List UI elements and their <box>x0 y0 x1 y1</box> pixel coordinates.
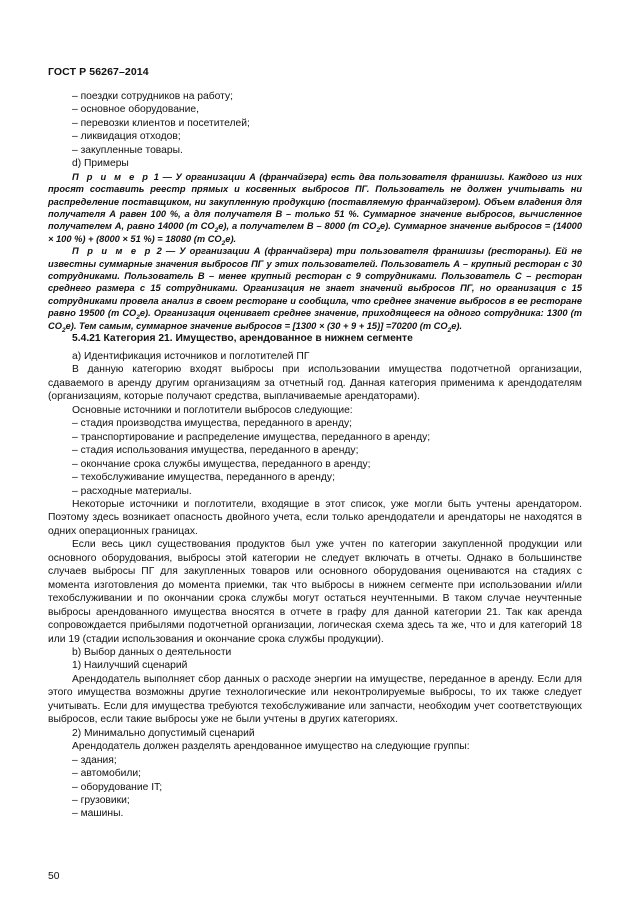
list-item: – стадия использования имущества, переданного в аренду; <box>72 445 359 457</box>
paragraph: 2) Минимально допустимый сценарий <box>72 727 255 739</box>
list-item: – закупленные товары. <box>72 144 183 156</box>
example-label: П р и м е р <box>72 246 153 257</box>
list-item: – основное оборудование, <box>72 104 199 116</box>
examples-heading: d) Примеры <box>72 158 129 170</box>
paragraph: Арендодатель выполняет сбор данных о расходе энергии на имуществе, переданное в аренду. Если для этого имущества возможны другие технологические или неконтролируемые выбросы, то их также следует учитывать. Если для имущества требуются техобслуживание или запчасти, необходим учет соответствующих выбросов, если такие выбросы уже не были учтены в других категориях. <box>48 673 582 726</box>
paragraph: В данную категорию входят выбросы при использовании имущества подотчетной организации, сдаваемого в аренду другим организациям за отчетный год. Данная категория применима к арендодателям (организациям, которые получают средства, выплачиваемые арендаторами). <box>48 364 582 403</box>
groups-list <box>48 754 582 821</box>
list-item: – поездки сотрудников на работу; <box>72 91 233 102</box>
example-2: П р и м е р 2 — У организации А (франчайзера) три пользователя франшизы (рестораны). Ей не известны суммарные значения выбросов ПГ у этих пользователей. Пользователь А – крупный ресторан с 30 сотрудниками. Пользователь В – менее крупный ресторан с 9 сотрудниками. Пользователь С – ресторан среднего размера с 15 сотрудниками. Организация не знает значений выбросов ПГ, но организация с 15 сотрудниками провела анализ в своем ресторане и сообщила, что среднее значение выбросов в ее ресторане равно 19500 (т $CO_2е$). Организация оценивает среднее значение, приходящееся на одного сотрудника: 1300 (т $CO_2е$). Тем самым, суммарное значение выбросов = [1300 × (30 + 9 + 15)] =70200 (т $CO_2е$). <box>48 246 583 334</box>
sources-list <box>48 417 582 498</box>
list-item: – машины. <box>72 808 124 820</box>
paragraph: а) Идентификация источников и поглотителей ПГ <box>72 351 310 362</box>
paragraph: 1) Наилучший сценарий <box>72 660 188 672</box>
list-item: – транспортирование и распределение имущества, переданного в аренду; <box>72 431 431 443</box>
document-header: ГОСТ Р 56267–2014 <box>48 66 149 78</box>
list-item: – здания; <box>72 754 117 766</box>
list-item: – автомобили; <box>72 768 141 780</box>
page-number: 50 <box>48 871 60 882</box>
list-item: – грузовики; <box>72 794 130 806</box>
list-item: – ликвидация отходов; <box>72 131 181 143</box>
example-label: П р и м е р <box>72 171 151 182</box>
paragraph: Основные источники и поглотители выбросов следующие: <box>72 404 353 416</box>
list-item: – расходные материалы. <box>72 485 192 497</box>
page-content <box>48 90 582 821</box>
section-heading: 5.4.21 Категория 21. Имущество, арендованное в нижнем сегменте <box>72 333 413 344</box>
list-item: – оборудование IT; <box>72 781 163 793</box>
list-item: – окончание срока службы имущества, переданного в аренду; <box>72 458 371 470</box>
transport-list <box>48 90 582 157</box>
paragraph: Арендодатель должен разделять арендованное имущество на следующие группы: <box>72 741 470 753</box>
list-item: – стадия производства имущества, переданного в аренду; <box>72 418 352 430</box>
paragraph: Некоторые источники и поглотители, входящие в этот список, уже могли быть учтены арендатором. Поэтому здесь возникает опасность двойного учета, если только арендодатели и арендаторы не находятся в одних операционных границах. <box>48 498 582 537</box>
list-item: – техобслуживание имущества, переданного в аренду; <box>72 472 335 484</box>
paragraph: Если весь цикл существования продуктов был уже учтен по категории закупленной продукции или основного оборудования, выбросы этой категории не следует включать в отчеты. Однако в большинстве случаев выбросы ПГ для закупленных товаров или основного оборудования оцениваются на стадиях с момента изготовления до момента приемки, так что выбросы в нижнем сегменте при использовании и/или техобслуживании и по окончании срока службы могут остаться неучтенными. В таком случае неучтенные выбросы арендованного имущества вносятся в отчете в графу для данной категории 21. Так как аренда сопровождается прибылями подотчетной организации, логическая схема здесь та же, что и для категорий 18 или 19 (стадии использования и окончание срока службы продукции). <box>48 539 582 645</box>
paragraph: b) Выбор данных о деятельности <box>72 646 232 658</box>
example-1: П р и м е р 1 — У организации А (франчайзера) есть два пользователя франшизы. Каждого из них просят составить реестр прямых и косвенных выбросов ПГ. Пользователь не должен учитывать ни распределение поставщиком, ни закупленную продукцию (поставляемую франчайзером). Объем владения для получателя А равен 100 %, а для получателя В – только 51 %. Суммарное значение выбросов, вычисленное получателем А, равно 14000 (т $CO_2е$), а получателем В – 8000 (т $CO_2е$). Суммарное значение выбросов = (14000 × 100 %) + (8000 × 51 %) = 18080 (т $CO_2е$). <box>48 171 582 247</box>
list-item: – перевозки клиентов и посетителей; <box>72 117 250 129</box>
